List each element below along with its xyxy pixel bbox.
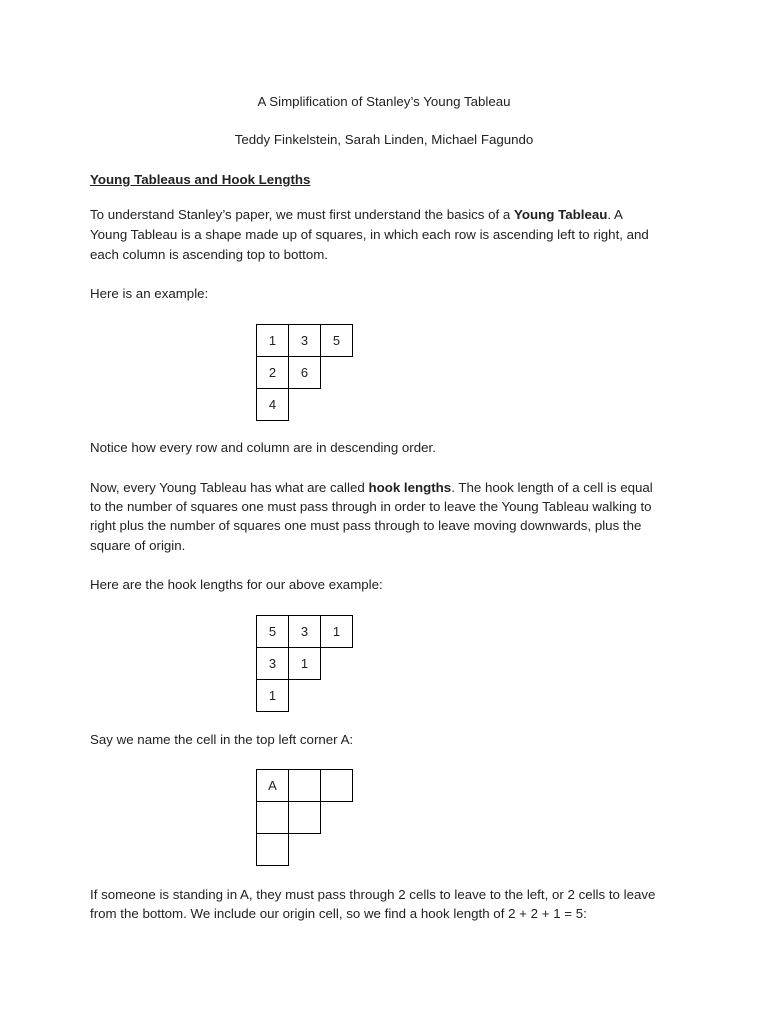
tableau-cell: 4 (256, 388, 289, 421)
paragraph-line: Here are the hook lengths for our above example: (90, 577, 383, 592)
young-tableau-example (256, 324, 352, 420)
tableau-cell (288, 801, 321, 834)
paragraph-line: Here is an example: (90, 286, 209, 301)
paragraph-line: To understand Stanley’s paper, we must first understand the basics of a Young Tableau. A (90, 207, 623, 222)
tableau-cell: 1 (288, 647, 321, 680)
tableau-cell: 2 (256, 356, 289, 389)
paragraph-line: each column is ascending top to bottom. (90, 247, 329, 262)
tableau-cell (320, 769, 353, 802)
authors: Teddy Finkelstein, Sarah Linden, Michael Fagundo (234, 132, 534, 147)
tableau-cell: 3 (288, 615, 321, 648)
tableau-cell: 1 (256, 679, 289, 712)
paragraph-line: square of origin. (90, 538, 186, 553)
paragraph-line: Say we name the cell in the top left corner A: (90, 732, 354, 747)
paragraph-line: Now, every Young Tableau has what are called hook lengths. The hook length of a cell is equal (90, 480, 653, 495)
tableau-cell: 5 (320, 324, 353, 357)
tableau-cell: 3 (256, 647, 289, 680)
paragraph-line: from the bottom. We include our origin cell, so we find a hook length of 2 + 2 + 1 = 5: (90, 906, 587, 921)
paragraph-line: Notice how every row and column are in descending order. (90, 440, 436, 455)
paragraph-line: right plus the number of squares one must pass through to leave moving downwards, plus the (90, 518, 642, 533)
tableau-cell: 5 (256, 615, 289, 648)
tableau-cell: 1 (320, 615, 353, 648)
tableau-cell (288, 769, 321, 802)
tableau-cell: 1 (256, 324, 289, 357)
labeled-tableau (256, 769, 352, 865)
paragraph-line: Young Tableau is a shape made up of squares, in which each row is ascending left to right, and (90, 227, 649, 242)
tableau-cell: A (256, 769, 289, 802)
paragraph-line: to the number of squares one must pass through in order to leave the Young Tableau walking to (90, 499, 652, 514)
section-heading: Young Tableaus and Hook Lengths (90, 172, 311, 187)
tableau-cell (256, 833, 289, 866)
tableau-cell: 6 (288, 356, 321, 389)
paragraph-line: If someone is standing in A, they must pass through 2 cells to leave to the left, or 2 cells to leave (90, 887, 656, 902)
document-title: A Simplification of Stanley’s Young Tableau (257, 94, 511, 109)
tableau-cell: 3 (288, 324, 321, 357)
tableau-cell (256, 801, 289, 834)
hook-length-tableau (256, 615, 352, 711)
